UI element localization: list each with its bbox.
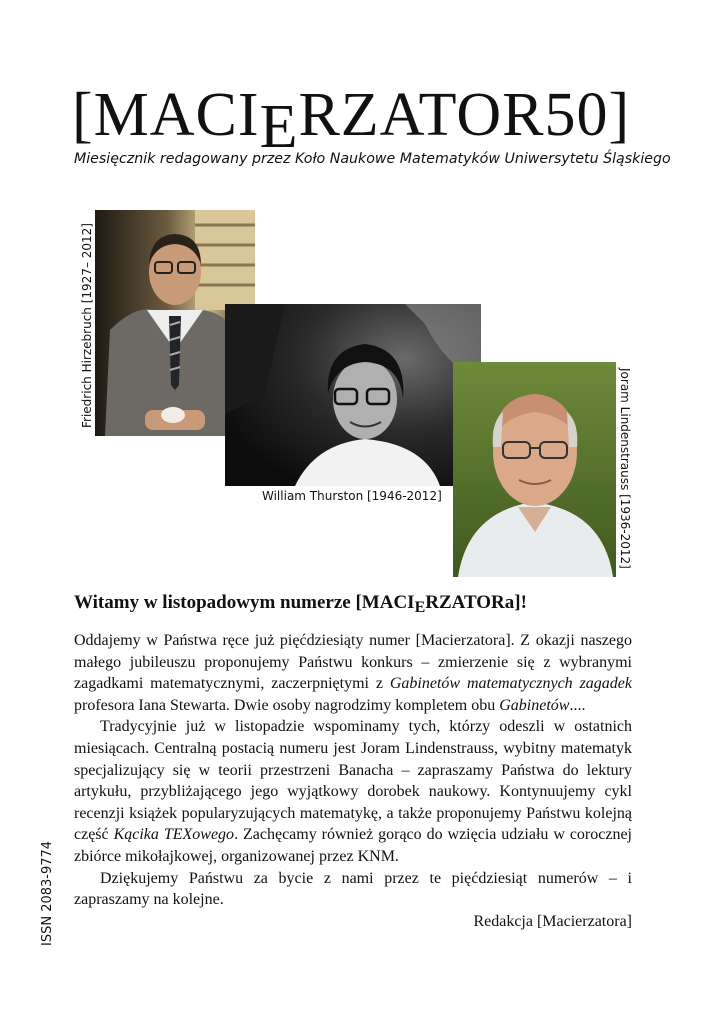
heading-part3: RZATORa]! (425, 592, 527, 613)
p2-text-a: Tradycyjnie już w listopadzie wspominamy tych, którzy odeszli w ostatnich miesiącach. Centralną postacią numeru jest Joram Lindenstrauss, wybitny matematyk specjalizujący się w teorii przestrzeni Banacha – zapraszamy Państwa do lektury artykułu, przybliżającego jego wyjątkowy dorobek naukowy. Kontynuujemy cykl recenzji książek popularyzujących matematykę, a także proponujemy Państwu kolejną część (74, 718, 632, 844)
p1-emphasis-1: Gabinetów matematycznych zagadek (389, 675, 632, 693)
paragraph-2 (74, 716, 632, 867)
welcome-heading (74, 592, 654, 614)
issn-number: ISSN 2083-9774 (40, 840, 55, 946)
masthead-part3: RZATOR50] (298, 81, 631, 149)
editorial-body (74, 630, 632, 932)
caption-hirzebruch: Friedrich Hirzebruch [1927– 2012] (80, 223, 94, 428)
paragraph-1 (74, 630, 632, 716)
paragraph-3: Dziękujemy Państwu za bycie z nami przez te pięćdziesiąt numerów – i zapraszamy na kolejne. (74, 869, 632, 909)
caption-lindenstrauss: Joram Lindenstrauss [1936-2012] (618, 368, 632, 569)
p2-emphasis: Kącika TEXowego (113, 826, 235, 844)
heading-lowered-e: E (414, 599, 426, 616)
masthead-part1: [MACI (72, 81, 260, 149)
p1-text-c: .... (569, 696, 586, 714)
masthead-subtitle: Miesięcznik redagowany przez Koło Naukowe Matematyków Uniwersytetu Śląskiego (74, 151, 671, 167)
p2-text-b: . Zachęcamy również gorąco do wzięcia udziału w corocznej zbiórce mikołajkowej, organizowanej przez KNM. (74, 826, 633, 865)
photo-lindenstrauss (453, 362, 616, 577)
signature: Redakcja [Macierzatora] (473, 912, 632, 930)
caption-thurston: William Thurston [1946-2012] (262, 489, 442, 503)
p1-text-a: Oddajemy w Państwa ręce już pięćdziesiąty numer [Macierzatora]. Z okazji naszego małego jubileuszu proponujemy Państwu konkurs – zmierzenie się z wybranymi zagadkami matematycznymi, zaczerpniętymi z (74, 632, 632, 693)
heading-part1: Witamy w listopadowym numerze [MACI (74, 592, 415, 613)
p1-emphasis-2: Gabinetów (499, 696, 570, 714)
masthead-lowered-e: E (259, 93, 299, 161)
photo-thurston (225, 304, 481, 486)
p1-text-b: profesora Iana Stewarta. Dwie osoby nagrodzimy kompletem obu (74, 696, 500, 714)
